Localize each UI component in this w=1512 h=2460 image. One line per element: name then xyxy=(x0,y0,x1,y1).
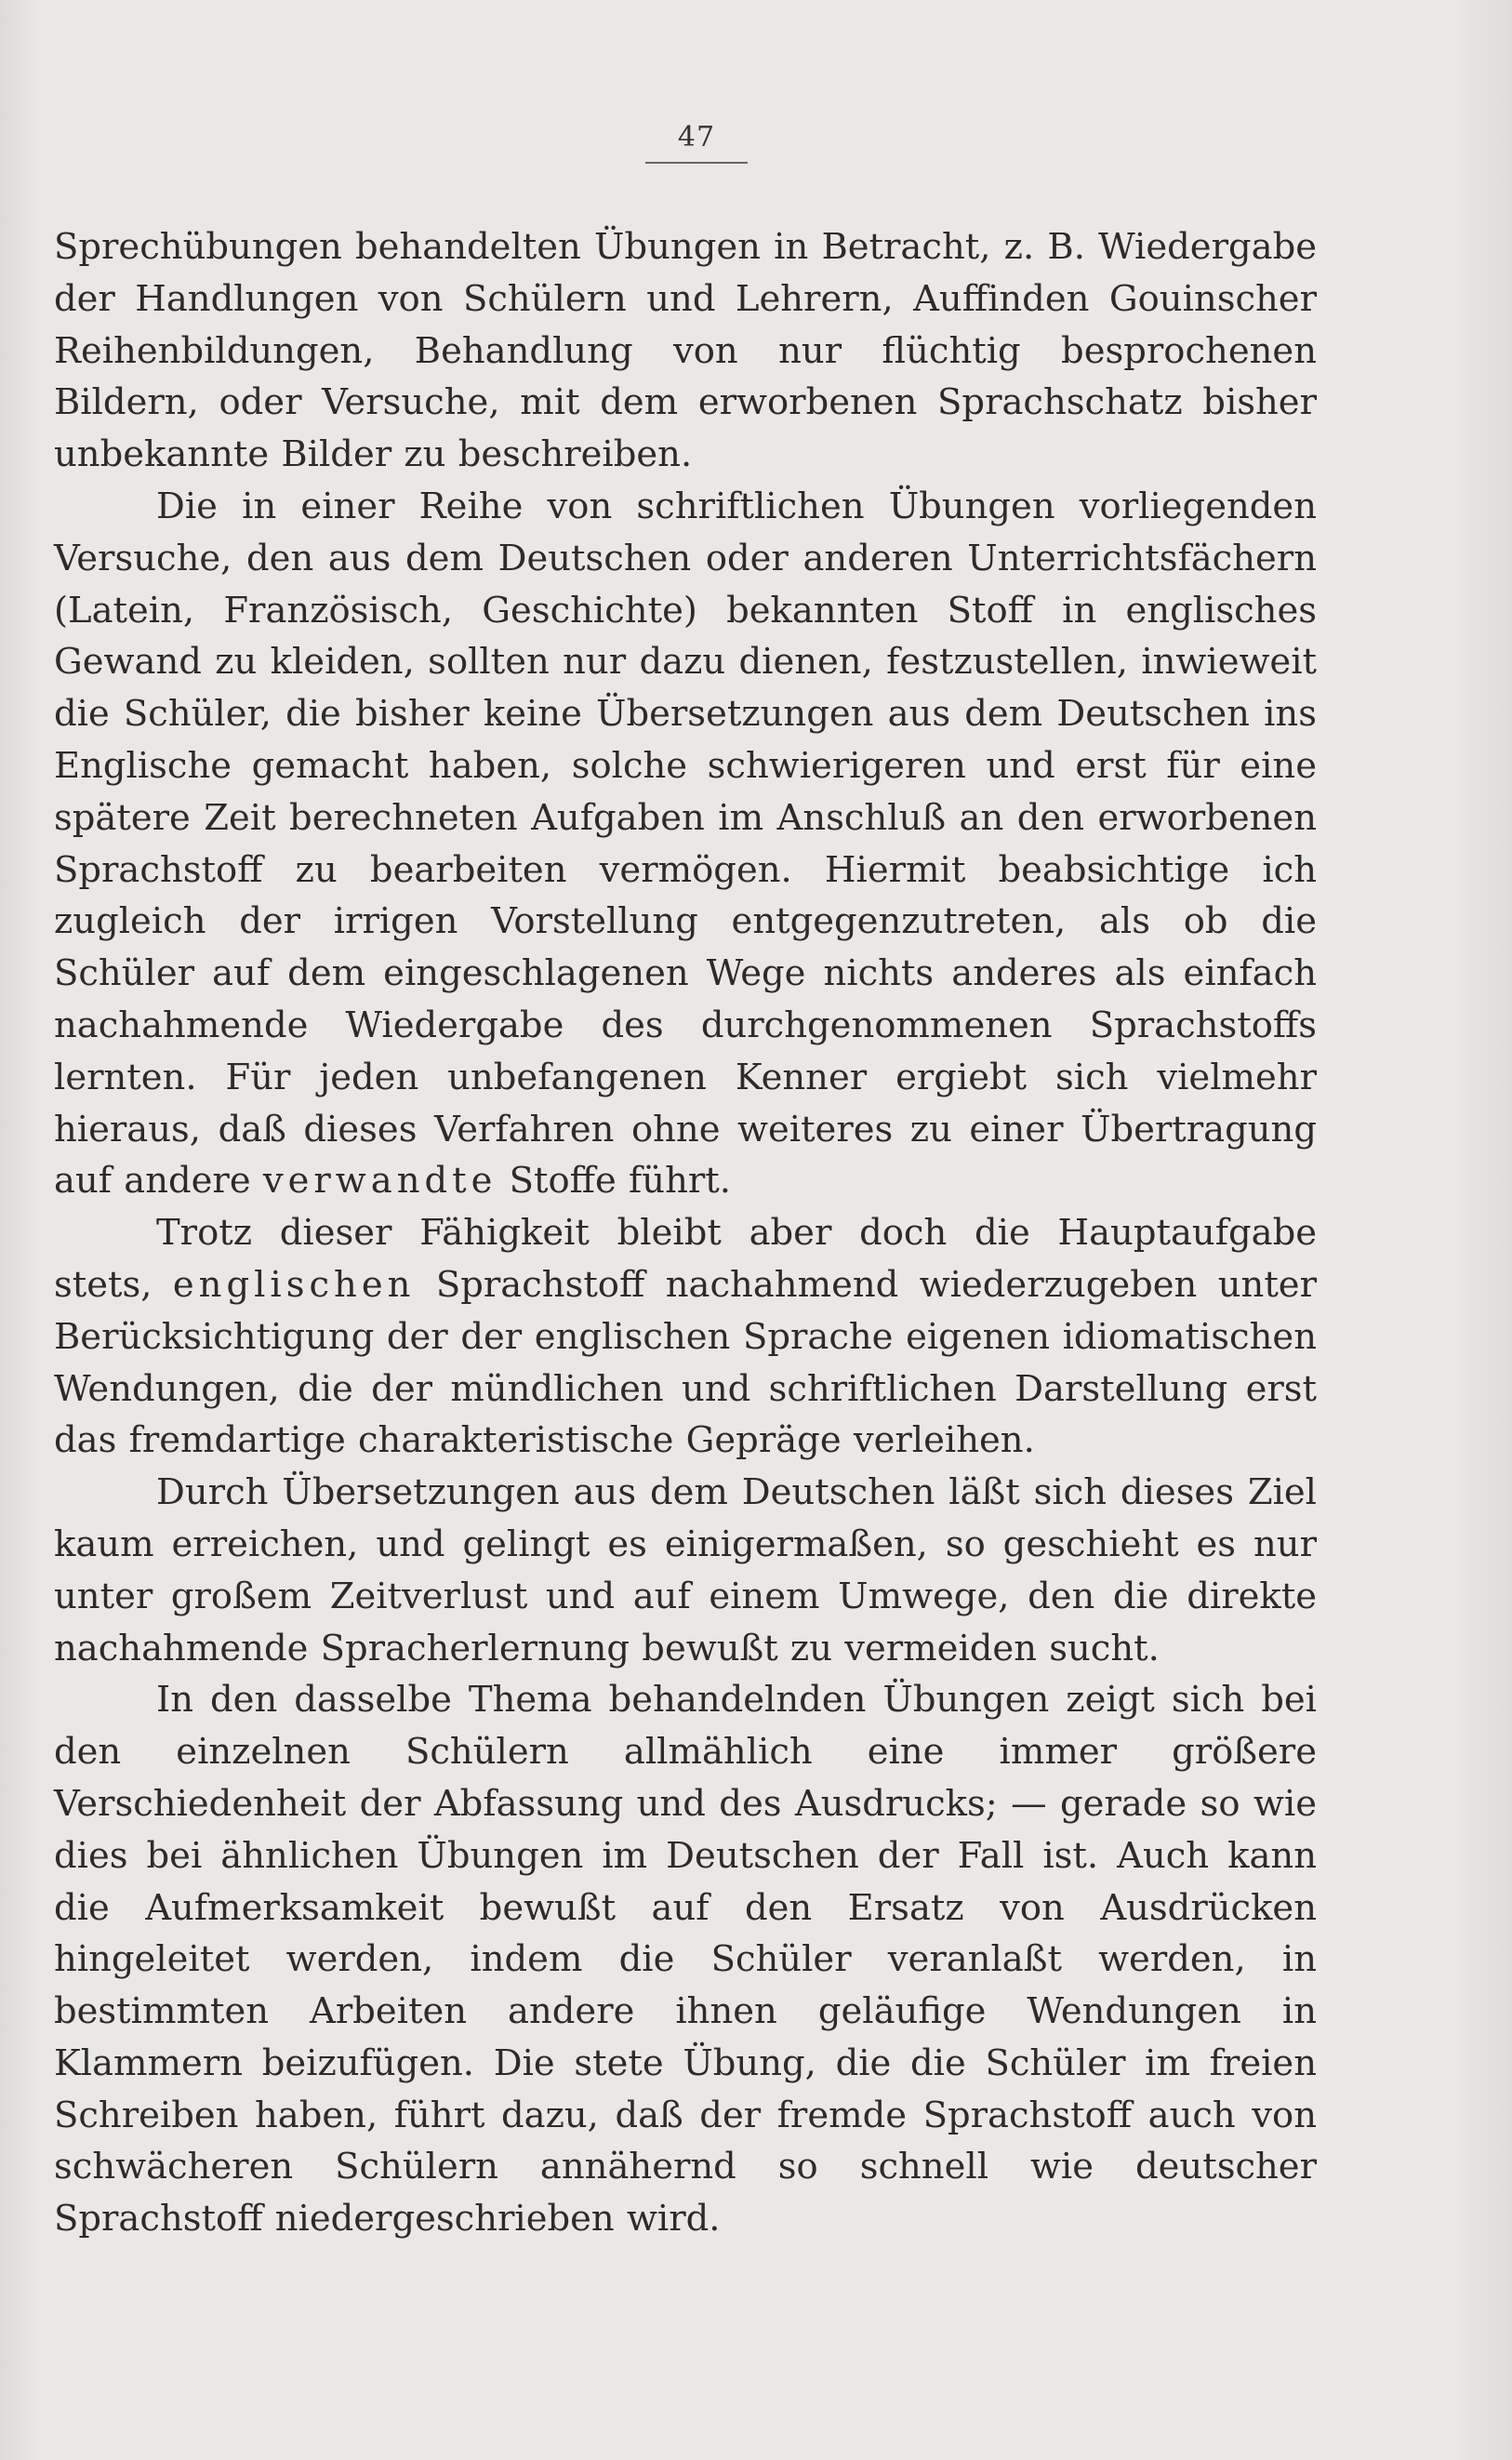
page-number: 47 xyxy=(677,121,716,153)
paragraph-5 xyxy=(54,1674,1317,2245)
paragraph-text: Trotz dieser Fähigkeit bleibt aber doch die Hauptaufgabe stets, xyxy=(54,1212,1317,1306)
paragraph-1 xyxy=(54,221,1317,481)
page-number-rule xyxy=(645,162,748,164)
paragraph-4 xyxy=(54,1467,1317,1674)
paragraph-3 xyxy=(54,1207,1317,1467)
paragraph-text: Durch Übersetzungen aus dem Deutschen läßt sich dieses Ziel kaum erreichen, und gelingt es einigermaßen, so geschieht es nur unter großem Zeitverlust und auf einem Umwege, den die direkte nachahmende Spracherlernung bewußt zu vermeiden sucht. xyxy=(54,1471,1317,1669)
paragraph-text: Die in einer Reihe von schriftlichen Übungen vorliegenden Versuche, den aus dem Deutschen oder anderen Unterrichtsfächern (Latein, Französisch, Geschichte) bekannten Stoff in englisches Gewand zu kleiden, sollten nur dazu dienen, festzustellen, inwieweit die Schüler, die bisher keine Übersetzungen aus dem Deutschen ins Englische gemacht haben, solche schwierigeren und erst für eine spätere Zeit berechneten Aufgaben im Anschluß an den erworbenen Sprachstoff zu bearbeiten vermögen. Hiermit beabsichtige ich zugleich der irrigen Vorstellung entgegenzutreten, als ob die Schüler auf dem eingeschlagenen Wege nichts anderes als einfach nachahmende Wiedergabe des durchgenommenen Sprachstoffs lernten. Für jeden unbefangenen Kenner ergiebt sich vielmehr hieraus, daß dieses Verfahren ohne weiteres zu einer Übertragung auf andere xyxy=(54,485,1317,1203)
paragraph-text: Sprechübungen behandelten Übungen in Betracht, z. B. Wiedergabe der Handlungen von Schülern und Lehrern, Auffinden Gouinscher Reihenbildungen, Behandlung von nur flüchtig besprochenen Bildern, oder Versuche, mit dem erworbenen Sprachschatz bisher unbekannte Bilder zu beschreiben. xyxy=(54,226,1317,476)
paragraph-text: In den dasselbe Thema behandelnden Übungen zeigt sich bei den einzelnen Schülern allmählich eine immer größere Verschiedenheit der Abfassung und des Ausdrucks; — gerade so wie dies bei ähnlichen Übungen im Deutschen der Fall ist. Auch kann die Aufmerksamkeit bewußt auf den Ersatz von Ausdrücken hingeleitet werden, indem die Schüler veranlaßt werden, in bestimmten Arbeiten andere ihnen geläufige Wendungen in Klammern beizufügen. Die stete Übung, die die Schüler im freien Schreiben haben, führt dazu, daß der fremde Sprachstoff auch von schwächeren Schülern annähernd so schnell wie deutscher Sprachstoff niedergeschrieben wird. xyxy=(54,1679,1317,2241)
spaced-emphasis: englischen xyxy=(172,1263,416,1306)
paragraph-text: Sprachstoff nachahmend wiederzugeben unter Berücksichtigung der der englischen Sprache eigenen idiomatischen Wendungen, die der mündlichen und schriftlichen Darstellung erst das fremdartige charakteristische Gepräge verleihen. xyxy=(54,1263,1317,1462)
body-text xyxy=(54,221,1317,2245)
paragraph-2 xyxy=(54,481,1317,1207)
spaced-emphasis: verwandte xyxy=(262,1160,497,1203)
paragraph-text: Stoffe führt. xyxy=(497,1160,731,1203)
